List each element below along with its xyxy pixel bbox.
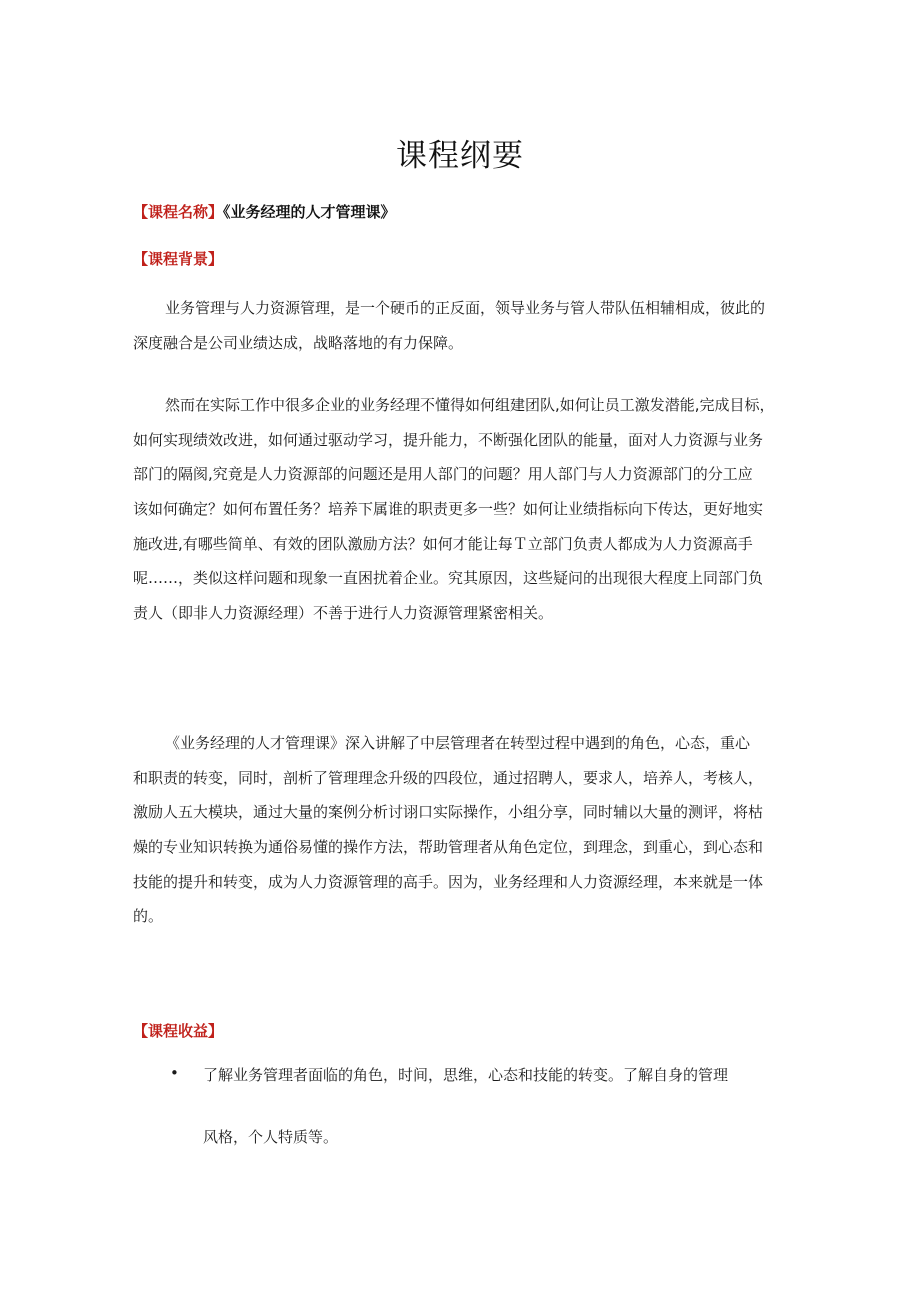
course-benefits-heading (133, 1020, 223, 1041)
course-background-label: 【课程背景】 (133, 250, 224, 268)
paragraph-line: 然而在实际工作中很多企业的业务经理不懂得如何组建团队,如何让员工激发潜能,完成目标， (165, 396, 775, 414)
paragraph-line: 的。 (133, 907, 164, 926)
paragraph-line: 《业务经理的人才管理课》深入讲解了中层管理者在转型过程中遇到的角色，心态，重心 (165, 734, 751, 752)
course-background-heading (133, 248, 223, 269)
benefit-text-line-2: 风格，个人特质等。 (203, 1128, 339, 1146)
background-paragraph-1 (133, 291, 793, 360)
bullet-icon: • (170, 1064, 179, 1082)
paragraph-line: 责人（即非人力资源经理）不善于进行人力资源管理紧密相关。 (133, 604, 554, 623)
benefit-text-line-1: 了解业务管理者面临的角色，时间，思维，心态和技能的转变。了解自身的管理 (203, 1066, 729, 1084)
course-benefits-label: 【课程收益】 (133, 1022, 224, 1040)
paragraph-line: 如何实现绩效改进，如何通过驱动学习，提升能力，不断强化团队的能量，面对人力资源与业务 (133, 430, 764, 449)
paragraph-line: 燥的专业知识转换为通俗易懂的操作方法，帮助管理者从角色定位，到理念，到重心，到心态和 (133, 838, 764, 857)
paragraph-line: 呢……，类似这样问题和现象一直困扰着企业。究其原因，这些疑问的出现很大程度上同部门负 (133, 569, 764, 588)
paragraph-line: 深度融合是公司业绩达成，战略落地的有力保障。 (133, 333, 464, 352)
course-name-row (133, 201, 396, 222)
paragraph-line: 施改进,有哪些简单、有效的团队激励方法？如何才能让每Ｔ立部门负责人都成为人力资源高手 (133, 534, 753, 553)
course-name-value: 《业务经理的人才管理课》 (223, 203, 396, 221)
paragraph-line: 部门的隔阂,究竟是人力资源部的问题还是用人部门的问题？用人部门与人力资源部门的分工应 (133, 465, 753, 484)
background-paragraph-3 (133, 726, 793, 934)
paragraph-line: 和职责的转变，同时，剖析了管理理念升级的四段位，通过招聘人，要求人，培养人，考核人， (133, 768, 764, 787)
paragraph-line: 该如何确定？如何布置任务？培养下属谁的职责更多一些？如何让业绩指标向下传达，更好地实 (133, 500, 764, 519)
background-paragraph-2 (133, 388, 793, 631)
paragraph-line: 技能的提升和转变，成为人力资源管理的高手。因为，业务经理和人力资源经理，本来就是一体 (133, 872, 764, 891)
course-name-label: 【课程名称】 (133, 203, 224, 221)
paragraph-line: 激励人五大模块，通过大量的案例分析讨诩口实际操作，小组分享，同时辅以大量的测评，将枯 (133, 803, 764, 822)
page-title: 课程纲要 (396, 138, 524, 174)
paragraph-line: 业务管理与人力资源管理，是一个硬币的正反面，领导业务与管人带队伍相辅相成，彼此的 (165, 299, 766, 317)
